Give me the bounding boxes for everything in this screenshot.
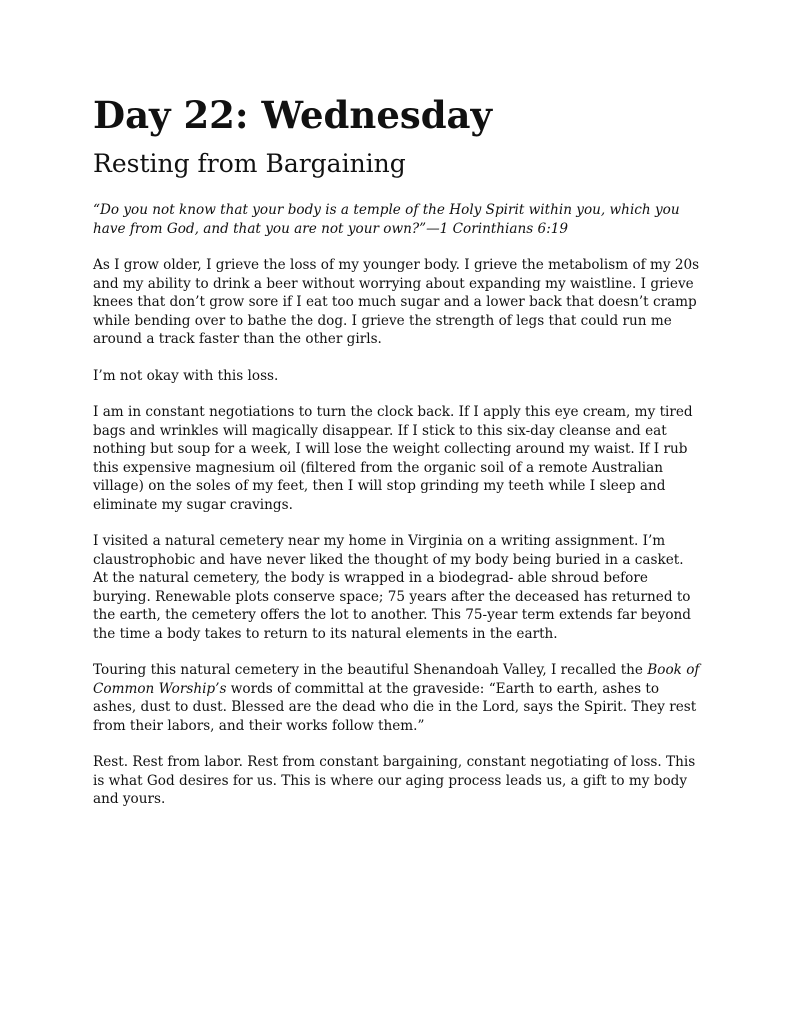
paragraph-5-before: Touring this natural cemetery in the beautiful Shenandoah Valley, I recalled the xyxy=(93,662,648,678)
page-title: Day 22: Wednesday xyxy=(93,93,493,137)
body-paragraph-2: I’m not okay with this loss. xyxy=(93,367,279,384)
epigraph-quote: “Do you not know that your body is a temple of the Holy Spirit within you, which you have from God, and that you are not your own?”—1 Corinthians 6:19 xyxy=(93,202,680,237)
body-paragraph-5 xyxy=(93,661,701,735)
book-title: Book of Common Worship’s xyxy=(93,662,700,697)
body-paragraph-1: As I grow older, I grieve the loss of my younger body. I grieve the metabolism of my 20s and my ability to drink a beer without worrying about expanding my waistline. I grieve knees that don’t grow sore if I eat too much sugar and a lower back that doesn’t cramp while bending over to bathe the dog. I grieve the strength of legs that could run me around a track faster than the other girls. xyxy=(93,257,700,347)
body-paragraph-3: I am in constant negotiations to turn the clock back. If I apply this eye cream, my tired bags and wrinkles will magically disappear. If I stick to this six-day cleanse and eat nothing but soup for a week, I will lose the weight collecting around my waist. If I rub this expensive magnesium oil (filtered from the organic soil of a remote Australian village) on the soles of my feet, then I will stop grinding my teeth while I sleep and eliminate my sugar cravings. xyxy=(93,404,693,513)
page-subtitle: Resting from Bargaining xyxy=(93,149,406,178)
paragraph-5-after: words of committal at the graveside: “Earth to earth, ashes to ashes, dust to dust. Blessed are the dead who die in the Lord, says the Spirit. They rest from their labors, and their works follow them.” xyxy=(93,680,697,734)
closing-paragraph: Rest. Rest from labor. Rest from constant bargaining, constant negotiating of loss. This is what God desires for us. This is where our aging process leads us, a gift to my body and yours. xyxy=(93,754,696,807)
body-paragraph-4: I visited a natural cemetery near my home in Virginia on a writing assignment. I’m claustrophobic and have never liked the thought of my body being buried in a casket. At the natural cemetery, the body is wrapped in a biodegrad- able shroud before burying. Renewable plots conserve space; 75 years after the deceased has returned to the earth, the cemetery offers the lot to another. This 75-year term extends far beyond the time a body takes to return to its natural elements in the earth. xyxy=(93,533,691,642)
